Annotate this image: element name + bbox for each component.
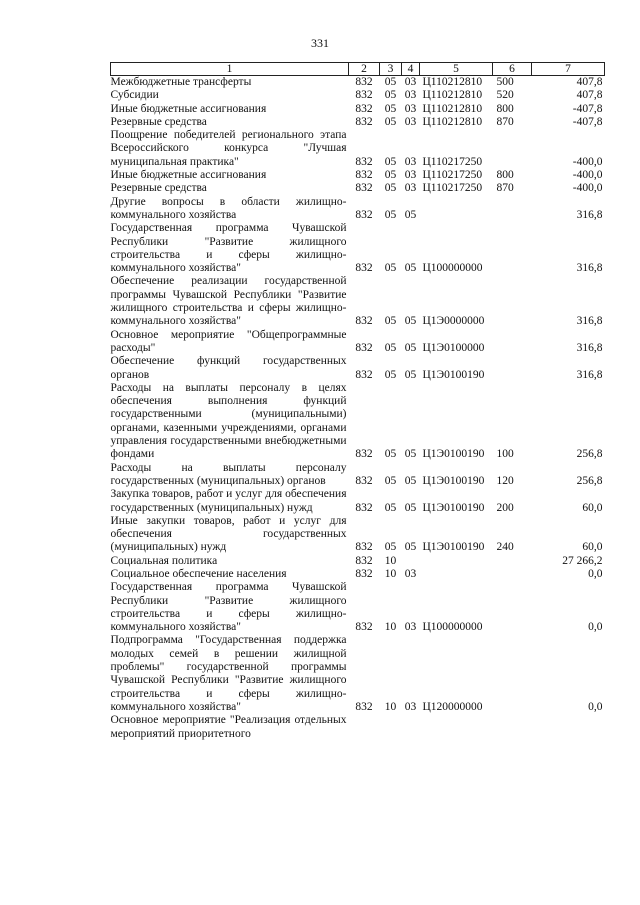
table-row bbox=[111, 714, 605, 741]
row-target-code: Ц1Э0100190 bbox=[422, 448, 485, 461]
row-subsection: 03 bbox=[404, 567, 417, 580]
row-subsection: 03 bbox=[404, 700, 417, 713]
row-section: 10 bbox=[384, 621, 397, 634]
row-subsection: 03 bbox=[404, 155, 417, 168]
row-expense-type: 870 bbox=[496, 182, 514, 195]
table-header-row bbox=[111, 63, 605, 76]
table-row bbox=[111, 382, 605, 462]
row-name: Иные бюджетные ассигнования bbox=[110, 169, 267, 182]
row-grbs: 832 bbox=[355, 501, 373, 514]
row-subsection: 05 bbox=[404, 315, 417, 328]
row-subsection: 05 bbox=[404, 341, 417, 354]
row-section: 05 bbox=[384, 102, 397, 115]
row-name: Обеспечение функций государственных органов bbox=[110, 355, 347, 381]
row-section: 10 bbox=[384, 700, 397, 713]
row-expense-type: 500 bbox=[496, 76, 514, 88]
row-name: Расходы на выплаты персоналу государственных (муниципальных) органов bbox=[110, 461, 347, 487]
row-expense-type: 120 bbox=[496, 474, 514, 487]
row-grbs: 832 bbox=[355, 182, 373, 195]
row-target-code: Ц110212810 bbox=[422, 115, 483, 128]
row-target-code: Ц110212810 bbox=[422, 76, 483, 88]
row-name: Поощрение победителей регионального этапа Всероссийского конкурса "Лучшая муниципальная практика" bbox=[110, 129, 347, 168]
row-grbs: 832 bbox=[355, 448, 373, 461]
row-grbs: 832 bbox=[355, 102, 373, 115]
row-name: Подпрограмма "Государственная поддержка молодых семей в решении жилищной проблемы" государственной программы Чувашской Республики "Развитие жилищного строительства и сферы жилищно-коммунального хозяйства" bbox=[110, 634, 347, 713]
row-target-code bbox=[420, 555, 493, 568]
row-grbs: 832 bbox=[355, 567, 373, 580]
row-subsection: 03 bbox=[404, 115, 417, 128]
table-row bbox=[111, 76, 605, 90]
row-target-code: Ц1Э0100000 bbox=[422, 341, 485, 354]
row-grbs: 832 bbox=[355, 155, 373, 168]
row-name: Иные бюджетные ассигнования bbox=[110, 102, 267, 115]
row-expense-type: 100 bbox=[496, 448, 514, 461]
row-section: 10 bbox=[384, 567, 397, 580]
budget-table bbox=[110, 62, 605, 741]
row-target-code: Ц100000000 bbox=[422, 621, 483, 634]
row-section: 05 bbox=[384, 541, 397, 554]
row-amount: 256,8 bbox=[576, 448, 603, 461]
row-expense-type bbox=[493, 129, 532, 169]
row-expense-type bbox=[493, 581, 532, 634]
row-target-code: Ц120000000 bbox=[422, 700, 483, 713]
row-name: Субсидии bbox=[110, 89, 159, 102]
row-subsection: 05 bbox=[404, 474, 417, 487]
page-number: 331 bbox=[311, 36, 329, 50]
table-row bbox=[111, 634, 605, 714]
col-header-expense-type: 6 bbox=[493, 63, 532, 76]
row-grbs: 832 bbox=[355, 315, 373, 328]
row-amount: 256,8 bbox=[576, 474, 603, 487]
row-subsection bbox=[402, 714, 420, 741]
row-target-code: Ц1Э0100190 bbox=[422, 501, 485, 514]
table-row bbox=[111, 355, 605, 382]
row-grbs: 832 bbox=[355, 89, 373, 102]
table-row bbox=[111, 488, 605, 515]
table-row bbox=[111, 116, 605, 129]
row-expense-type bbox=[493, 222, 532, 275]
row-section: 05 bbox=[384, 76, 397, 88]
row-grbs: 832 bbox=[355, 541, 373, 554]
table-row bbox=[111, 196, 605, 223]
col-header-grbs: 2 bbox=[349, 63, 380, 76]
row-expense-type: 800 bbox=[496, 102, 514, 115]
row-expense-type: 800 bbox=[496, 169, 514, 182]
row-section: 10 bbox=[384, 554, 397, 567]
row-amount: 316,8 bbox=[576, 341, 603, 354]
row-expense-type: 870 bbox=[496, 115, 514, 128]
row-section: 05 bbox=[384, 155, 397, 168]
row-amount: 0,0 bbox=[588, 621, 603, 634]
row-amount: 407,8 bbox=[576, 89, 603, 102]
row-name: Основное мероприятие "Реализация отдельных мероприятий приоритетного bbox=[110, 714, 347, 740]
row-expense-type: 240 bbox=[496, 541, 514, 554]
row-expense-type: 200 bbox=[496, 501, 514, 514]
row-target-code bbox=[420, 714, 493, 741]
row-expense-type bbox=[493, 555, 532, 568]
row-target-code bbox=[420, 568, 493, 581]
table-row bbox=[111, 555, 605, 568]
row-amount: 60,0 bbox=[582, 501, 603, 514]
row-grbs: 832 bbox=[355, 474, 373, 487]
row-expense-type bbox=[493, 355, 532, 382]
row-amount bbox=[532, 714, 605, 741]
row-target-code: Ц1Э0100190 bbox=[422, 474, 485, 487]
row-subsection: 03 bbox=[404, 102, 417, 115]
row-grbs: 832 bbox=[355, 76, 373, 88]
row-name: Закупка товаров, работ и услуг для обеспечения государственных (муниципальных) нужд bbox=[110, 488, 347, 514]
row-expense-type: 520 bbox=[496, 89, 514, 102]
row-section: 05 bbox=[384, 448, 397, 461]
row-section: 05 bbox=[384, 262, 397, 275]
row-amount: 0,0 bbox=[588, 567, 603, 580]
row-expense-type bbox=[493, 196, 532, 223]
row-name: Резервные средства bbox=[110, 115, 207, 128]
row-subsection: 05 bbox=[404, 501, 417, 514]
row-section: 05 bbox=[384, 89, 397, 102]
row-grbs: 832 bbox=[355, 554, 373, 567]
row-section: 05 bbox=[384, 501, 397, 514]
row-name: Другие вопросы в области жилищно-коммунального хозяйства bbox=[110, 195, 347, 221]
row-subsection: 05 bbox=[404, 368, 417, 381]
row-expense-type bbox=[493, 714, 532, 741]
row-amount: 407,8 bbox=[576, 76, 603, 88]
row-name: Государственная программа Чувашской Республики "Развитие жилищного строительства и сферы жилищно-коммунального хозяйства" bbox=[110, 581, 347, 634]
row-amount: 316,8 bbox=[576, 208, 603, 221]
row-amount: -407,8 bbox=[572, 115, 603, 128]
table-row bbox=[111, 462, 605, 489]
row-name: Основное мероприятие "Общепрограммные расходы" bbox=[110, 328, 347, 354]
row-target-code bbox=[420, 196, 493, 223]
row-grbs: 832 bbox=[355, 341, 373, 354]
row-name: Расходы на выплаты персоналу в целях обеспечения выполнения функций государственными (муниципальными) органами, казенными учреждениями, органами управления государственными внебюджетными фондами bbox=[110, 381, 347, 461]
row-amount: -400,0 bbox=[572, 182, 603, 195]
row-subsection bbox=[402, 555, 420, 568]
row-section bbox=[380, 714, 402, 741]
row-section: 05 bbox=[384, 315, 397, 328]
row-grbs: 832 bbox=[355, 700, 373, 713]
row-expense-type bbox=[493, 275, 532, 328]
row-amount: -407,8 bbox=[572, 102, 603, 115]
row-target-code: Ц100000000 bbox=[422, 262, 483, 275]
row-amount: -400,0 bbox=[572, 155, 603, 168]
row-target-code: Ц1Э0100190 bbox=[422, 541, 485, 554]
row-name: Государственная программа Чувашской Республики "Развитие жилищного строительства и сферы жилищно-коммунального хозяйства" bbox=[110, 222, 347, 275]
row-subsection: 03 bbox=[404, 89, 417, 102]
col-header-amount: 7 bbox=[532, 63, 605, 76]
row-section: 05 bbox=[384, 208, 397, 221]
col-header-target-code: 5 bbox=[420, 63, 493, 76]
row-section: 05 bbox=[384, 169, 397, 182]
table-row bbox=[111, 89, 605, 102]
row-name: Социальная политика bbox=[110, 554, 218, 567]
row-name: Обеспечение реализации государственной программы Чувашской Республики "Развитие жилищного строительства и сферы жилищно-коммунального хозяйства" bbox=[110, 275, 347, 328]
row-target-code: Ц110212810 bbox=[422, 102, 483, 115]
row-section: 05 bbox=[384, 341, 397, 354]
table-row bbox=[111, 222, 605, 275]
row-section: 05 bbox=[384, 182, 397, 195]
row-grbs: 832 bbox=[355, 621, 373, 634]
col-header-subsection: 4 bbox=[402, 63, 420, 76]
row-section: 05 bbox=[384, 368, 397, 381]
row-subsection: 05 bbox=[404, 262, 417, 275]
row-name: Межбюджетные трансферты bbox=[110, 76, 252, 88]
row-expense-type bbox=[493, 634, 532, 714]
table-row bbox=[111, 169, 605, 182]
col-header-section: 3 bbox=[380, 63, 402, 76]
row-name: Социальное обеспечение населения bbox=[110, 567, 287, 580]
row-target-code: Ц110212810 bbox=[422, 89, 483, 102]
row-grbs: 832 bbox=[355, 115, 373, 128]
row-grbs: 832 bbox=[355, 262, 373, 275]
row-section: 05 bbox=[384, 474, 397, 487]
table-row bbox=[111, 103, 605, 116]
col-header-name: 1 bbox=[111, 63, 349, 76]
row-amount: 0,0 bbox=[588, 700, 603, 713]
row-expense-type bbox=[493, 329, 532, 356]
row-target-code: Ц110217250 bbox=[422, 182, 483, 195]
row-target-code: Ц110217250 bbox=[422, 155, 483, 168]
row-amount: 316,8 bbox=[576, 262, 603, 275]
row-name: Резервные средства bbox=[110, 182, 207, 195]
row-section: 05 bbox=[384, 115, 397, 128]
row-subsection: 05 bbox=[404, 541, 417, 554]
table-row bbox=[111, 182, 605, 195]
row-subsection: 03 bbox=[404, 182, 417, 195]
table-row bbox=[111, 275, 605, 328]
row-grbs bbox=[349, 714, 380, 741]
row-amount: -400,0 bbox=[572, 169, 603, 182]
row-subsection: 03 bbox=[404, 621, 417, 634]
row-target-code: Ц1Э0000000 bbox=[422, 315, 485, 328]
row-subsection: 03 bbox=[404, 169, 417, 182]
row-amount: 60,0 bbox=[582, 541, 603, 554]
table-row bbox=[111, 568, 605, 581]
row-target-code: Ц110217250 bbox=[422, 169, 483, 182]
row-subsection: 05 bbox=[404, 448, 417, 461]
row-subsection: 03 bbox=[404, 76, 417, 88]
row-name: Иные закупки товаров, работ и услуг для обеспечения государственных (муниципальных) нужд bbox=[110, 514, 347, 554]
row-grbs: 832 bbox=[355, 169, 373, 182]
row-amount: 316,8 bbox=[576, 368, 603, 381]
table-row bbox=[111, 515, 605, 555]
row-expense-type bbox=[493, 568, 532, 581]
row-target-code: Ц1Э0100190 bbox=[422, 368, 485, 381]
row-amount: 27 266,2 bbox=[562, 554, 603, 567]
row-grbs: 832 bbox=[355, 368, 373, 381]
table-row bbox=[111, 581, 605, 634]
table-row bbox=[111, 129, 605, 169]
row-grbs: 832 bbox=[355, 208, 373, 221]
row-amount: 316,8 bbox=[576, 315, 603, 328]
row-subsection: 05 bbox=[404, 208, 417, 221]
table-row bbox=[111, 329, 605, 356]
